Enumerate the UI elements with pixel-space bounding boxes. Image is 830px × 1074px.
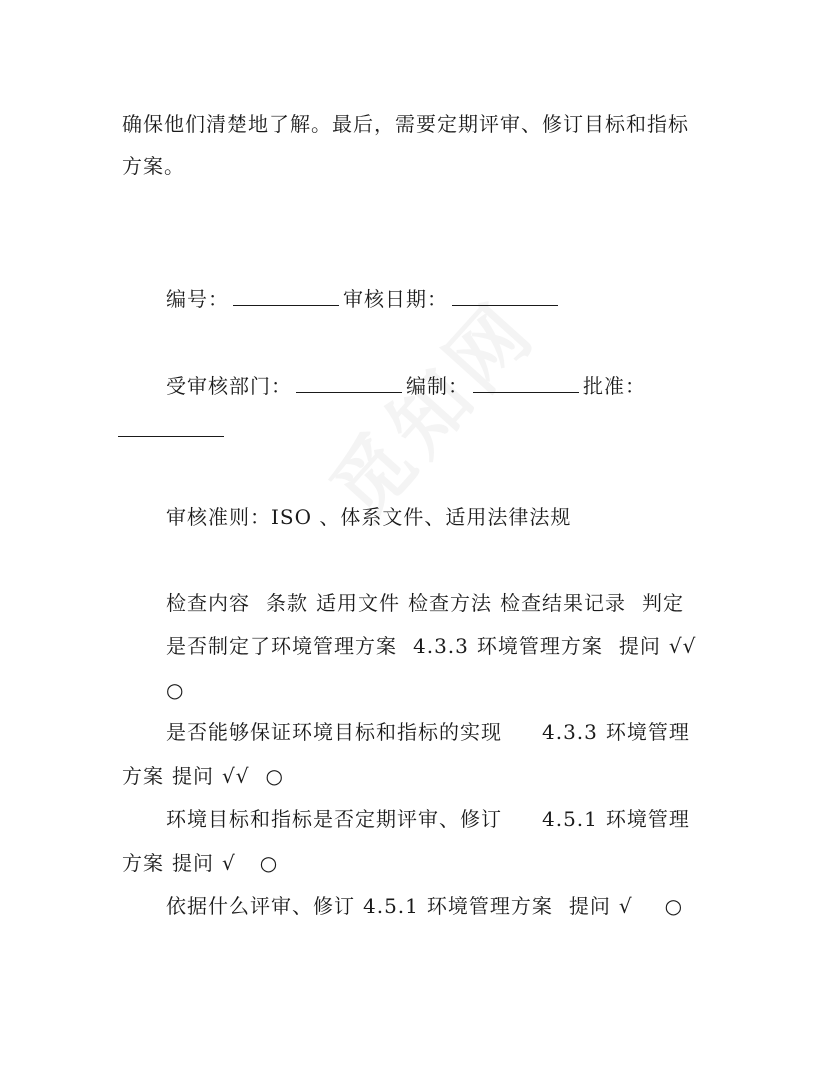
table-row-continuation	[122, 762, 284, 790]
header-content: 检查内容	[166, 591, 250, 615]
row-content: 是否能够保证环境目标和指标的实现	[166, 720, 502, 744]
paragraph-line-2: 方案。	[122, 154, 185, 178]
header-method: 检查方法	[408, 591, 492, 615]
header-doc: 适用文件	[316, 591, 400, 615]
header-judgement: 判定	[642, 591, 684, 615]
table-header-row	[166, 589, 684, 617]
row-method: 提问	[172, 851, 214, 875]
table-row-continuation	[122, 849, 278, 877]
row-doc: 环境管理方案	[426, 894, 553, 918]
prepared-label: 编制：	[406, 374, 469, 398]
row-judgement: ○	[265, 764, 284, 788]
paragraph-line-1: 确保他们清楚地了解。最后，需要定期评审、修订目标和指标	[122, 112, 689, 136]
row-clause: 4.5.1	[363, 894, 419, 918]
row-clause: 4.3.3	[413, 634, 469, 658]
row-doc: 环境管理	[605, 807, 690, 831]
row-method: 提问	[568, 894, 611, 918]
row-clause: 4.5.1	[542, 807, 598, 831]
table-row	[166, 718, 690, 746]
row-content: 环境目标和指标是否定期评审、修订	[166, 807, 502, 831]
table-row-continuation	[166, 676, 184, 704]
row-doc: 环境管理方案	[476, 634, 603, 658]
row-content: 依据什么评审、修订	[166, 894, 355, 918]
audited-dept-label: 受审核部门：	[166, 374, 292, 398]
row-result: √	[618, 894, 633, 918]
approved-blank-row	[118, 416, 228, 444]
table-row	[166, 805, 690, 833]
row-clause: 4.3.3	[542, 720, 598, 744]
prepared-blank-field	[473, 372, 579, 393]
row-doc: 环境管理	[605, 720, 690, 744]
row-result: √	[222, 851, 236, 875]
row-result: √√	[668, 634, 697, 658]
audited-dept-blank-field	[296, 372, 402, 393]
number-label: 编号：	[166, 287, 229, 311]
header-result: 检查结果记录	[500, 591, 626, 615]
row-result: √√	[222, 764, 250, 788]
row-doc-continued: 方案	[122, 764, 164, 788]
row-content: 是否制定了环境管理方案	[166, 634, 397, 658]
row-method: 提问	[172, 764, 214, 788]
form-row-number-date	[166, 285, 562, 313]
form-row-dept-prepared-approved	[166, 372, 646, 400]
approved-label: 批准：	[583, 374, 646, 398]
row-judgement: ○	[664, 894, 684, 918]
row-judgement: ○	[259, 851, 279, 875]
audit-date-blank-field	[452, 285, 558, 306]
row-doc-continued: 方案	[122, 851, 164, 875]
table-row	[166, 892, 683, 920]
table-row	[166, 632, 696, 660]
header-clause: 条款	[266, 591, 308, 615]
number-blank-field	[233, 285, 339, 306]
row-method: 提问	[618, 634, 661, 658]
approved-blank-field	[118, 416, 224, 437]
audit-date-label: 审核日期：	[343, 287, 448, 311]
row-judgement: ○	[166, 678, 185, 702]
audit-criteria: 审核准则：ISO 、体系文件、适用法律法规	[166, 505, 572, 529]
